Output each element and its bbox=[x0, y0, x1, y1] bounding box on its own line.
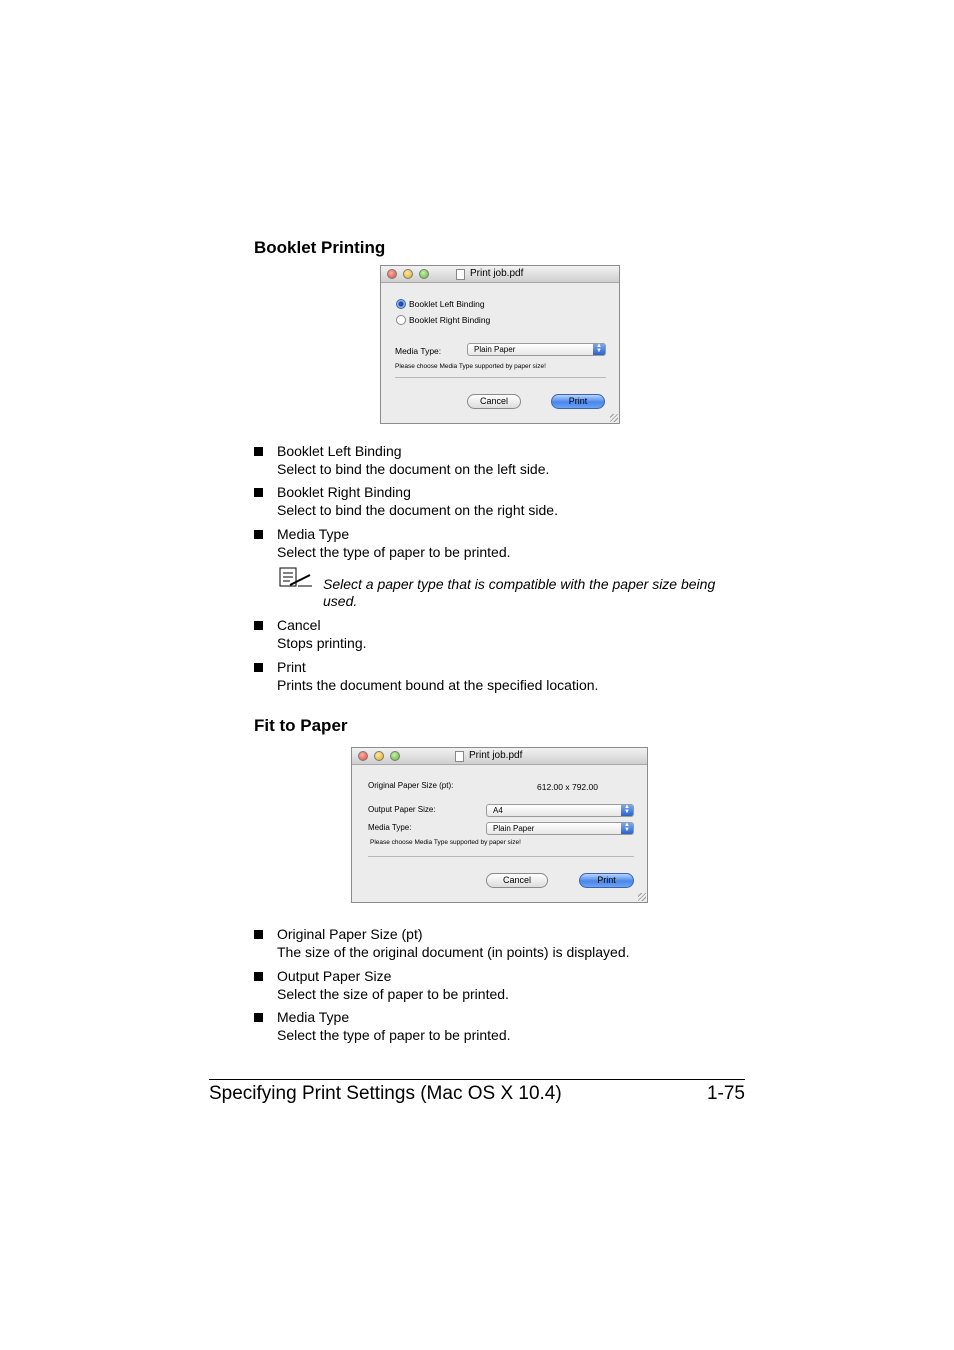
item-name: Media Type bbox=[277, 1009, 350, 1025]
note-pencil-icon bbox=[278, 566, 314, 590]
document-icon bbox=[455, 751, 464, 762]
minimize-icon[interactable] bbox=[403, 269, 413, 279]
item-desc: Stops printing. bbox=[277, 635, 367, 651]
dialog-titlebar bbox=[381, 266, 619, 283]
resize-grip-icon[interactable] bbox=[610, 414, 618, 422]
document-icon bbox=[456, 269, 465, 280]
item-desc: Prints the document bound at the specified location. bbox=[277, 677, 599, 693]
item-desc: Select the type of paper to be printed. bbox=[277, 544, 511, 560]
footer-rule bbox=[209, 1079, 745, 1080]
close-icon[interactable] bbox=[358, 751, 368, 761]
resize-grip-icon[interactable] bbox=[638, 893, 646, 901]
select-arrows-icon: ▲ ▼ bbox=[621, 805, 633, 816]
footer-title: Specifying Print Settings (Mac OS X 10.4) bbox=[209, 1083, 562, 1104]
cancel-button[interactable]: Cancel bbox=[467, 394, 521, 409]
print-button[interactable]: Print bbox=[551, 394, 605, 409]
item-name: Cancel bbox=[277, 617, 321, 633]
item-name: Output Paper Size bbox=[277, 968, 392, 984]
output-size-value: A4 bbox=[493, 806, 503, 815]
item-name: Booklet Right Binding bbox=[277, 484, 411, 500]
fit-print-dialog bbox=[351, 747, 648, 903]
item-desc: Select the size of paper to be printed. bbox=[277, 986, 509, 1002]
bullet-icon bbox=[254, 663, 263, 672]
item-desc: The size of the original document (in points) is displayed. bbox=[277, 944, 630, 960]
radio-left-binding[interactable] bbox=[396, 299, 406, 309]
separator bbox=[395, 377, 606, 378]
note-line: Select a paper type that is compatible with the paper size being bbox=[323, 576, 716, 592]
print-button[interactable]: Print bbox=[579, 873, 634, 888]
media-type-select[interactable] bbox=[467, 343, 606, 356]
bullet-icon bbox=[254, 447, 263, 456]
zoom-icon[interactable] bbox=[390, 751, 400, 761]
bullet-icon bbox=[254, 621, 263, 630]
original-size-value: 612.00 x 792.00 bbox=[537, 782, 598, 792]
item-name: Print bbox=[277, 659, 306, 675]
dialog-titlebar bbox=[352, 748, 647, 765]
cancel-button[interactable]: Cancel bbox=[486, 873, 548, 888]
media-hint: Please choose Media Type supported by paper size! bbox=[370, 839, 521, 846]
bullet-icon bbox=[254, 488, 263, 497]
item-name: Media Type bbox=[277, 526, 350, 542]
media-type-select[interactable] bbox=[486, 822, 634, 835]
bullet-icon bbox=[254, 972, 263, 981]
item-desc: Select the type of paper to be printed. bbox=[277, 1027, 511, 1043]
page-number: 1-75 bbox=[706, 1083, 745, 1104]
select-arrows-icon: ▲ ▼ bbox=[621, 823, 633, 834]
section-title-fit: Fit to Paper bbox=[254, 716, 348, 735]
radio-left-binding-label: Booklet Left Binding bbox=[409, 299, 485, 309]
minimize-icon[interactable] bbox=[374, 751, 384, 761]
media-type-label: Media Type: bbox=[395, 346, 442, 356]
select-arrows-icon: ▲ ▼ bbox=[593, 344, 605, 355]
note-text bbox=[323, 576, 715, 610]
original-size-label: Original Paper Size (pt): bbox=[368, 781, 454, 790]
note-line: used. bbox=[323, 593, 358, 609]
item-name: Booklet Left Binding bbox=[277, 443, 402, 459]
radio-right-binding-label: Booklet Right Binding bbox=[409, 315, 491, 325]
window-title: Print job.pdf bbox=[469, 750, 523, 761]
media-type-value: Plain Paper bbox=[474, 345, 516, 354]
media-hint: Please choose Media Type supported by paper size! bbox=[395, 363, 546, 370]
item-desc: Select to bind the document on the right side. bbox=[277, 502, 558, 518]
output-size-label: Output Paper Size: bbox=[368, 805, 436, 814]
zoom-icon[interactable] bbox=[419, 269, 429, 279]
item-desc: Select to bind the document on the left side. bbox=[277, 461, 550, 477]
close-icon[interactable] bbox=[387, 269, 397, 279]
separator bbox=[368, 856, 634, 857]
bullet-icon bbox=[254, 530, 263, 539]
output-size-select[interactable] bbox=[486, 804, 634, 817]
bullet-icon bbox=[254, 930, 263, 939]
radio-right-binding[interactable] bbox=[396, 315, 406, 325]
window-title: Print job.pdf bbox=[470, 268, 524, 279]
item-name: Original Paper Size (pt) bbox=[277, 926, 423, 942]
section-title-booklet: Booklet Printing bbox=[254, 238, 386, 257]
media-type-label: Media Type: bbox=[368, 823, 412, 832]
booklet-print-dialog bbox=[380, 265, 620, 424]
media-type-value: Plain Paper bbox=[493, 824, 535, 833]
bullet-icon bbox=[254, 1013, 263, 1022]
